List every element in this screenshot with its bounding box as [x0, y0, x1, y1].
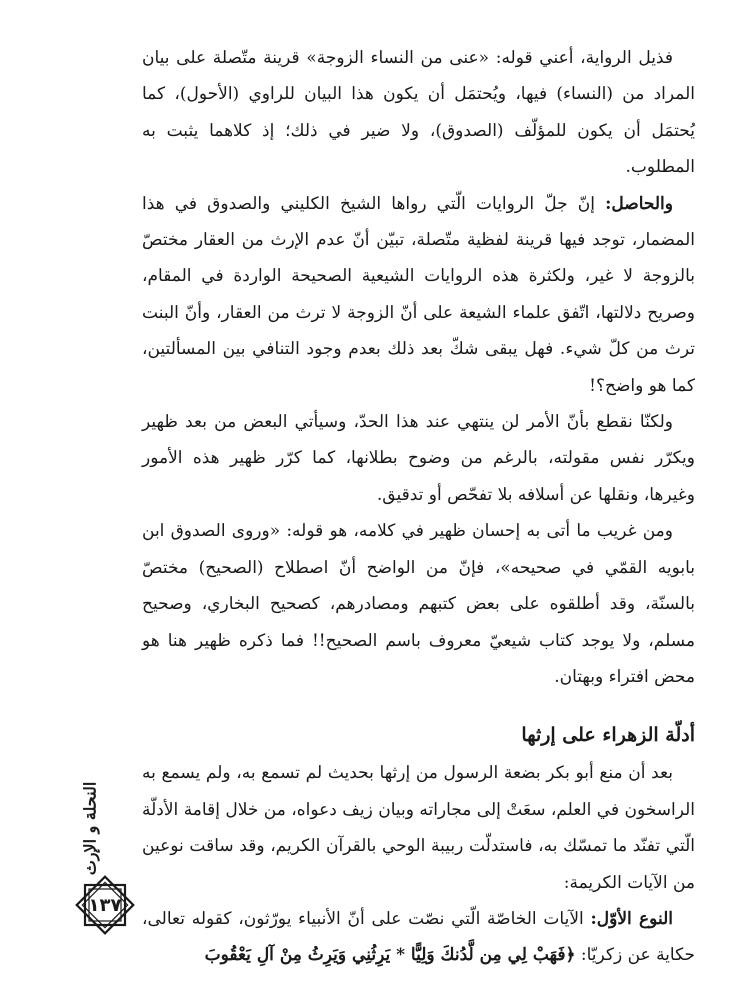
paragraph-5 — [142, 755, 695, 901]
paragraph-text: ومن غريب ما أتى به إحسان ظهير في كلامه، هو قوله: «وروى الصدوق ابن بابويه القمّي في صحيحه»، فإنّ من الواضح أنّ اصطلاح (الصحيح) مختصّ بالسنّة، وقد أطلقوه على بعض كتبهم ومصادرهم، كصحيح البخاري، وصحيح مسلم، ولا يوجد كتاب شيعيّ معروف باسم الصحيح!! فما ذكره ظهير هنا هو محض افتراء وبهتان. — [142, 521, 695, 687]
paragraph-3 — [142, 404, 695, 513]
paragraph-text: الآيات الخاصّة الّتي نصّت على أنّ الأنبياء يورّثون، كقوله تعالى، حكاية عن زكريّا: — [142, 908, 695, 966]
paragraph-text: فذيل الرواية، أعني قوله: «عنى من النساء الزوجة» قرينة متّصلة على بيان المراد من (النساء) فيها، ويُحتمَل أن يكون هذا البيان للراوي (الأحول)، كما يُحتمَل أن يكون للمؤلّف (الصدوق)، ولا ضير في ذلك؛ إذ كلاهما يثبت به المطلوب. — [142, 48, 695, 178]
paragraph-lead: النوع الأوّل: — [590, 908, 673, 929]
paragraph-text: إنّ جلّ الروايات الّتي رواها الشيخ الكليني والصدوق في هذا المضمار، توجد فيها قرينة لفظية متّصلة، تبيّن أنّ عدم الإرث من العقار مختصّ بالزوجة لا غير، ولكثرة هذه الروايات الشيعية الصحيحة الواردة في المقام، وصريح دلالتها، اتّفق علماء الشيعة على أنّ الزوجة لا ترث من العقار، وأنّ البنت ترث من كلّ شيء. فهل يبقى شكّ بعد ذلك بعدم وجود التنافي بين المسألتين، كما هو واضح؟! — [142, 193, 695, 396]
page-number: ١٣٧ — [88, 894, 122, 916]
side-title-text: النحلة و الإرث — [80, 781, 100, 875]
paragraph-4 — [142, 513, 695, 695]
page-number-badge — [72, 872, 138, 938]
page-body — [142, 40, 695, 974]
paragraph-6 — [142, 901, 695, 974]
paragraph-text: بعد أن منع أبو بكر بضعة الرسول من إرثها بحديث لم تسمع به، ولم يسمع به الراسخون في العلم، سعَتْ إلى مجاراته وبيان زيف دعواه، من خلال إقامة الأدلّة الّتي تفنّد ما تمسّك به، فاستدلّت ربيبة الوحي بالقرآن الكريم، وقد ساقت نوعين من الآيات الكريمة: — [142, 763, 695, 893]
section-heading: أدلّة الزهراء على إرثها — [521, 724, 695, 747]
paragraph-1 — [142, 40, 695, 186]
paragraph-lead: والحاصل: — [605, 193, 673, 214]
paragraph-2 — [142, 186, 695, 404]
quran-quote: ﴿فَهَبْ لِي مِن لَّدُنكَ وَلِيًّا * يَرِثُنِي وَيَرِثُ مِنْ آلِ يَعْقُوبَ — [204, 945, 576, 966]
paragraph-text: ولكنّا نقطع بأنّ الأمر لن ينتهي عند هذا الحدّ، وسيأتي البعض من بعد ظهير ويكرّر نفس مقولته، بالرغم من وضوح بطلانها، كما كرّر ظهير هذه الأمور وغيرها، ونقلها عن أسلافه بلا تفحّص أو تدقيق. — [142, 412, 695, 505]
running-side-title — [70, 780, 110, 876]
